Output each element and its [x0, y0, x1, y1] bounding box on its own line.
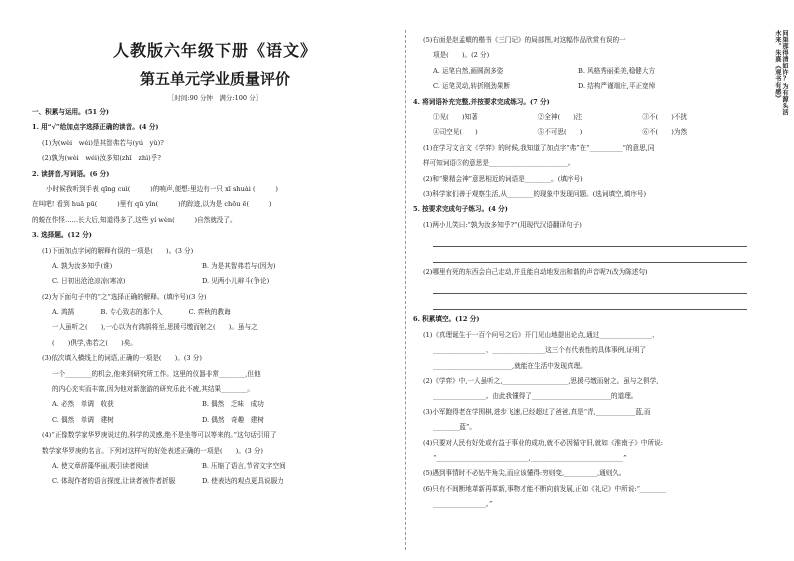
option-item[interactable]: C. 体现作者的语言探度,让读者被作者折服: [52, 477, 176, 486]
question-line: (1)在学习文言文《学弈》的时候,我知道了加点字“弗”在“__________”的意思,同: [423, 143, 655, 152]
right-column: [413, 36, 747, 516]
question-line: (6)只有不间断地革新再革新,事物才能不断向前发展,正如《礼记》中所说:“________: [423, 484, 667, 493]
option-item[interactable]: ⑤不可思( ): [537, 128, 583, 137]
right-questions: [413, 36, 747, 509]
question-line: (3)小军跑得老在学围棋,进步飞速,已经超过了爸爸,真是“青,____________蓝,而: [423, 407, 651, 416]
option-item[interactable]: D. 偶然 奇趣 建树: [202, 415, 264, 424]
option-item[interactable]: ①见( )知著: [433, 112, 478, 121]
question-line: (1)两小儿笑曰:“孰为汝多知乎?”(用现代汉语翻译句子): [423, 220, 582, 229]
option-item[interactable]: ④司空见( ): [433, 128, 478, 137]
question-line: 的内心充实而丰富,因为他对新旅游的研究乐此不疲,其结果________。: [52, 385, 255, 394]
question-line: ________________。由此我懂得了________________________的道理。: [433, 392, 638, 401]
option-item[interactable]: B. 偶然 乏味 成功: [202, 400, 264, 409]
question-heading: 1. 用“√”给加点字选择正确的读音。(4 分): [32, 123, 159, 132]
option-row: [32, 477, 398, 486]
question-line: ( )俱学,弗若之( )矣。: [52, 338, 137, 347]
option-item[interactable]: ③不( )不扰: [642, 112, 688, 121]
question-heading: 6. 积累填空。(12 分): [413, 315, 480, 324]
question-line: (1)下面加点字词的解释有误的一项是( )。(3 分): [42, 246, 194, 255]
option-item[interactable]: A. 使文章辞藻华丽,吸引读者阅读: [52, 461, 149, 470]
option-item[interactable]: ②全神( )注: [537, 112, 583, 121]
question-line: 一人虽听之( ),一心以为有鸿鹄将至,思援弓缴而射之( )。虽与之: [52, 323, 258, 332]
question-line: (2)哪里有死的东西会自己走动,并且能自动地发出和谐的声音呢?(改为陈述句): [423, 268, 648, 277]
question-line: (2)和“聚精会神”意思相近的词语是________。(填序号): [423, 174, 583, 183]
option-row: [413, 113, 747, 122]
question-line: 样可知词语③的意思是________________________。: [423, 159, 575, 168]
option-row: [32, 462, 398, 471]
unit-title: 第五单元学业质量评价: [139, 70, 290, 88]
fold-line: [405, 30, 406, 550]
question-line: (3)科学家们善于观察生活,从________的现象中发现问题。(选词填空,填序号): [423, 189, 647, 198]
section-heading: 一、积累与运用。(51 分): [32, 108, 110, 116]
option-item[interactable]: B. 为是其智弗若与(因为): [202, 261, 276, 270]
option-item[interactable]: C. 日初出沧沧凉凉(寒凉): [52, 277, 126, 286]
question-line: “____________________________,____________________________”: [433, 453, 627, 462]
question-line: (4)“正像数学家华罗庚说过的,科学的灵感,绝不是坐等可以等来的。”这句话引用了: [42, 431, 277, 440]
option-row: [32, 277, 398, 286]
question-line: (1)《真理诞生于一百个问号之后》开门见山地提出论点,通过________________、: [423, 330, 659, 339]
option-item[interactable]: A. 必然 单调 收获: [52, 400, 114, 409]
option-item[interactable]: D. 使表达的观点更具说服力: [202, 477, 284, 486]
option-row: [32, 262, 398, 271]
option-row: [413, 82, 747, 91]
question-line: (2)《学弈》中,一人虽听之,____________________,思援弓缴而射之。虽与之俱学,: [423, 377, 659, 386]
question-heading: 5. 按要求完成句子练习。(4 分): [413, 205, 508, 214]
answer-line[interactable]: [433, 252, 747, 263]
question-line: ________________。”: [433, 500, 493, 509]
question-heading: 2. 读拼音,写词语。(6 分): [32, 169, 110, 178]
question-line: A. 鸿鹄 B. 专心致志的那个人 C. 弈秋的教诲: [52, 308, 231, 317]
question-line: ________________________,就能在生活中发现真理。: [433, 361, 587, 370]
time-score-info: ［时间:90 分钟 满分:100 分］: [167, 94, 263, 102]
question-line: 一个________的机会,他来到研究所工作。这里的仪器非常________,但他: [52, 369, 261, 378]
question-line: (1)为(wèi wéi)是其智弗若与(yú yǔ)?: [42, 138, 164, 147]
option-item[interactable]: B. 风格秀丽柔美,稳健大方: [578, 66, 656, 75]
calligraphy-excerpt: 问渠那得清如许?为有源头活水来。朱熹《观书有感》: [773, 30, 788, 116]
question-line: (2)孰为(wèi wéi)汝多知(zhī zhì)乎?: [42, 154, 161, 163]
question-line: 在叫吧! 看到 huā pū( )里有 qū yǐn( )的踪迹,以为是 chōu ē( ): [32, 200, 272, 209]
left-questions: [32, 108, 398, 486]
option-item[interactable]: C. 偶然 单调 建树: [52, 415, 114, 424]
question-line: 项是( )。(2 分): [433, 51, 490, 60]
option-item[interactable]: D. 见两小儿辩斗(争论): [202, 277, 270, 286]
option-item[interactable]: ⑥不( )为然: [642, 128, 688, 137]
option-item[interactable]: D. 结构严谨端庄,平正宽绰: [578, 82, 656, 91]
answer-line[interactable]: [433, 283, 747, 294]
question-line: ________________、________________这三个有代表性的具体事例,证明了: [433, 346, 647, 355]
option-row: [32, 400, 398, 409]
option-row: [413, 67, 747, 76]
question-heading: 4. 将词语补充完整,并按要求完成练习。(7 分): [413, 97, 550, 106]
option-item[interactable]: A. 孰为汝多知乎(谁): [52, 261, 113, 270]
question-line: (3)依次填入横线上的词语,正确的一项是( )。(3 分): [42, 354, 202, 363]
option-item[interactable]: C. 运笔灵动,转折刚劲果断: [433, 82, 511, 91]
answer-line[interactable]: [433, 236, 747, 247]
question-line: (4)只要对人民有好处或有益于事业的成功,就不必因循守旧,就如《淮南子》中所说:: [423, 438, 663, 447]
question-line: 小时候我听到手表 qīng cuì( )的响声,便想:里边有一只 xī shuài ( ): [46, 184, 278, 193]
question-line: (5)遇到事情时不必钻牛角尖,而应该懂得:穷则变,__________,通则久。: [423, 469, 626, 478]
question-line: 数学家华罗庚的名言。下列对这样写的好处表述正确的一项是( )。(3 分): [42, 446, 263, 455]
question-line: 的蜕在作怪……长大后,知道得多了,这些 yí wèn( )自然就没了。: [32, 215, 237, 224]
option-row: [32, 416, 398, 425]
question-heading: 3. 选择题。(12 分): [32, 231, 92, 240]
option-item[interactable]: B. 压缩了语言,节省文字空间: [202, 461, 286, 470]
answer-line[interactable]: [433, 299, 747, 310]
exam-title: 人教版六年级下册《语文》: [112, 41, 317, 60]
left-column: [32, 40, 398, 493]
question-line: (2)为下面句子中的“之”选择正确的解释。(填序号)(3 分): [42, 292, 207, 301]
option-item[interactable]: A. 运笔自然,画圆润多姿: [433, 66, 504, 75]
question-line: ________蓝”。: [433, 423, 476, 432]
question-line: (5)右面是赵孟頫的楷书《三门记》的局部图,对这幅作品欣赏有误的一: [423, 36, 626, 44]
option-row: [413, 128, 747, 137]
